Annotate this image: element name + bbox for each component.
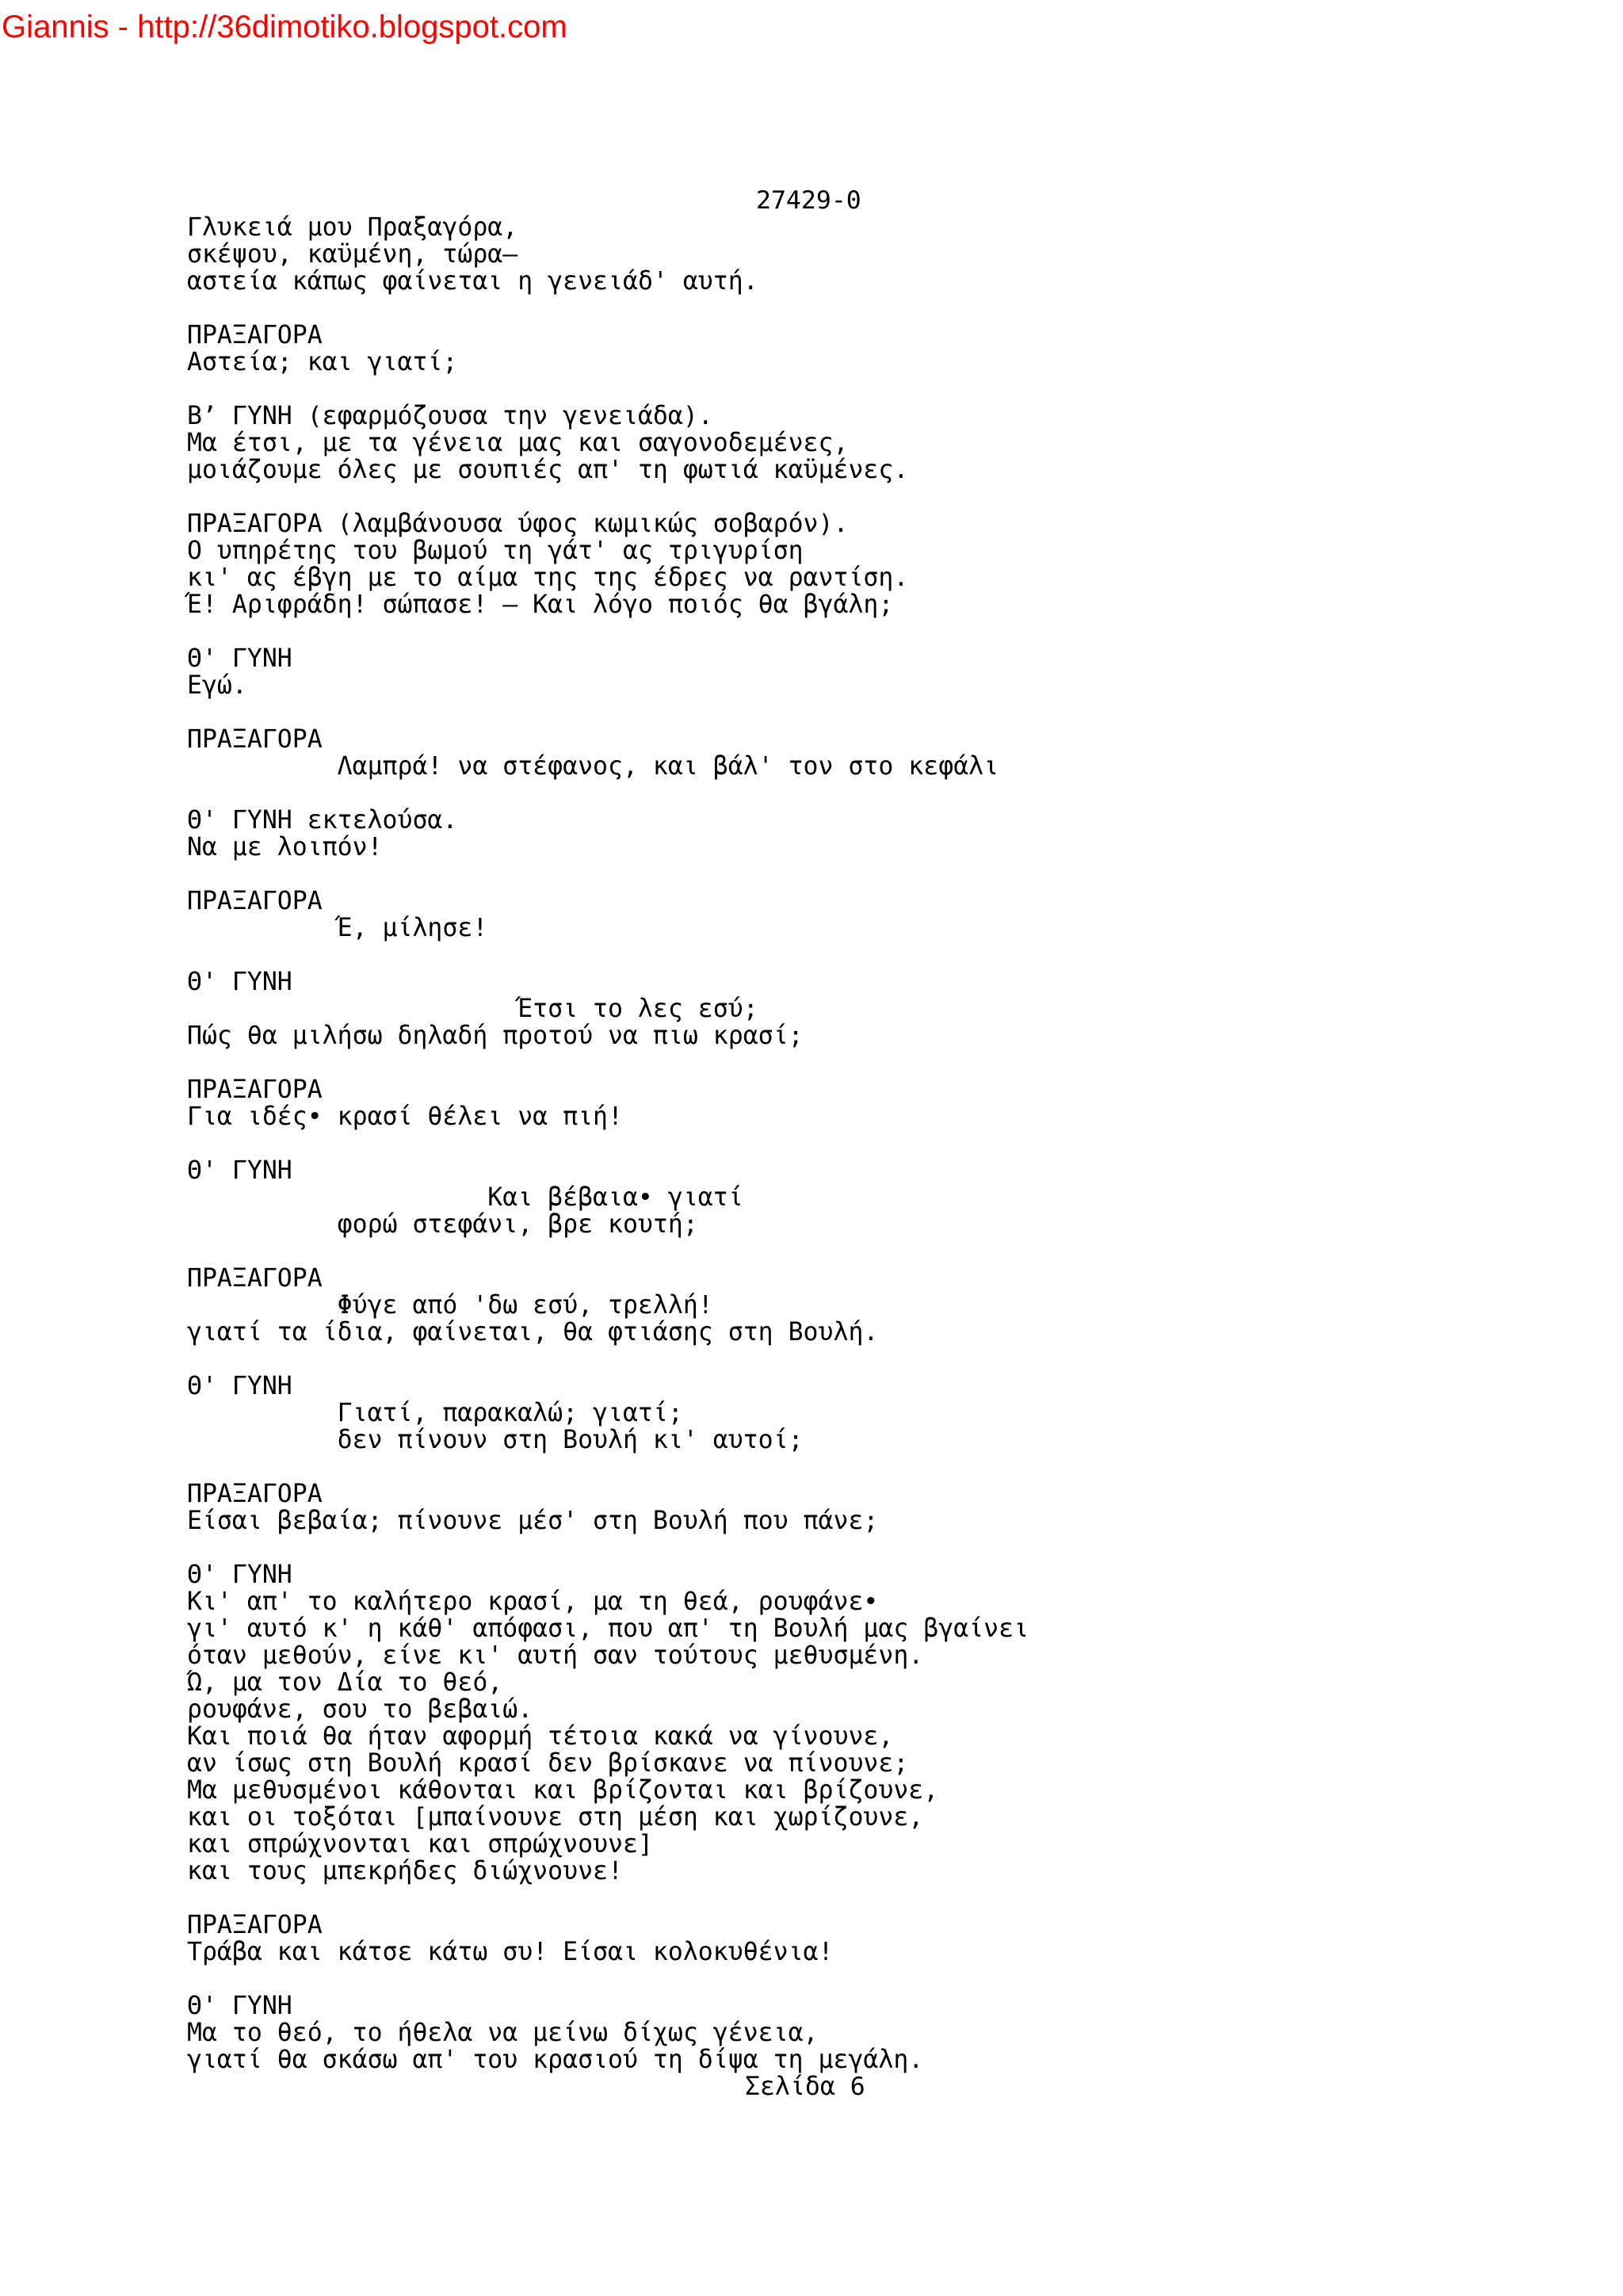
verse-line: Έ! Αριφράδη! σώπασε! — Και λόγο ποιός θα βγάλη; <box>187 590 894 619</box>
verse-line: Κι' απ' το καλήτερο κρασί, μα τη θεά, ρουφάνε• <box>187 1587 879 1616</box>
blank-line <box>187 942 1471 968</box>
speaker-line: ΠΡΑΞΑΓΟΡΑ <box>187 1264 323 1293</box>
verse-line: Αστεία; και γιατί; <box>187 348 458 376</box>
verse-line: Μα το θεό, το ήθελα να μείνω δίχως γένεια, <box>187 2019 819 2047</box>
speaker-line: Θ' ΓΥΝΗ <box>187 1156 292 1185</box>
document-body <box>187 214 1471 2073</box>
document-page <box>187 187 1471 2100</box>
verse-line: γι' αυτό κ' η κάθ' απόφασι, που απ' τη Βουλή μας βγαίνει <box>187 1614 1029 1643</box>
verse-line: Έτσι το λες εσύ; <box>517 995 758 1023</box>
blank-line <box>187 1454 1471 1480</box>
speaker-line: Θ' ΓΥΝΗ <box>187 1561 292 1589</box>
verse-line: αν ίσως στη Βουλή κρασί δεν βρίσκανε να πίνουνε; <box>187 1749 909 1778</box>
verse-line: Μα μεθυσμένοι κάθονται και βρίζονται και βρίζουνε, <box>187 1776 939 1805</box>
speaker-line: ΠΡΑΞΑΓΟΡΑ <box>187 887 323 915</box>
speaker-line: ΠΡΑΞΑΓΟΡΑ <box>187 1911 323 1939</box>
speaker-line: Θ' ΓΥΝΗ <box>187 1992 292 2020</box>
blank-line <box>187 1885 1471 1912</box>
verse-line: Για ιδές• κρασί θέλει να πιή! <box>187 1102 623 1131</box>
verse-line: όταν μεθούν, είνε κι' αυτή σαν τούτους μεθυσμένη. <box>187 1641 924 1670</box>
speaker-line: ΠΡΑΞΑΓΟΡΑ (λαμβάνουσα ύφος κωμικώς σοβαρόν). <box>187 510 849 538</box>
speaker-line: Θ' ΓΥΝΗ <box>187 1372 292 1400</box>
blank-line <box>187 483 1471 510</box>
verse-line: Γλυκειά μου Πραξαγόρα, <box>187 213 518 242</box>
verse-line: και τους μπεκρήδες διώχνουνε! <box>187 1857 623 1885</box>
verse-line: Τράβα και κάτσε κάτω συ! Είσαι κολοκυθένια! <box>187 1938 834 1966</box>
blank-line <box>187 1130 1471 1157</box>
speaker-line: Β’ ΓΥΝΗ (εφαρμόζουσα την γενειάδα). <box>187 402 713 430</box>
page-footer: Σελίδα 6 <box>745 2073 865 2101</box>
speaker-line: ΠΡΑΞΑΓΟΡΑ <box>187 725 323 754</box>
verse-line: γιατί θα σκάσω απ' του κρασιού τη δίψα τη μεγάλη. <box>187 2046 924 2074</box>
blank-line <box>187 1346 1471 1373</box>
verse-line: Και βέβαια• γιατί <box>487 1183 743 1212</box>
verse-line: Να με λοιπόν! <box>187 833 383 861</box>
speaker-line: Θ' ΓΥΝΗ εκτελούσα. <box>187 806 458 835</box>
speaker-line: Θ' ΓΥΝΗ <box>187 644 292 673</box>
verse-line: Μα έτσι, με τα γένεια μας και σαγονοδεμένες, <box>187 429 849 457</box>
blank-line <box>187 1966 1471 1992</box>
blank-line <box>187 699 1471 726</box>
verse-line: ρουφάνε, σου το βεβαιώ. <box>187 1695 533 1724</box>
verse-line: φορώ στεφάνι, βρε κουτή; <box>337 1210 698 1239</box>
speaker-line: ΠΡΑΞΑΓΟΡΑ <box>187 321 323 350</box>
verse-line: Φύγε από 'δω εσύ, τρελλή! <box>337 1291 713 1320</box>
blank-line <box>187 1049 1471 1076</box>
verse-line: αστεία κάπως φαίνεται η γενειάδ' αυτή. <box>187 267 758 296</box>
watermark-link[interactable]: Giannis - http://36dimotiko.blogspot.com <box>2 10 567 44</box>
verse-line: και οι τοξόται [μπαίνουνε στη μέση και χωρίζουνε, <box>187 1803 924 1832</box>
speaker-line: Θ' ΓΥΝΗ <box>187 968 292 996</box>
blank-line <box>187 376 1471 403</box>
blank-line <box>187 1534 1471 1561</box>
verse-line: Έ, μίλησε! <box>337 914 488 942</box>
verse-line: Και ποιά θα ήταν αφορμή τέτοια κακά να γίνουνε, <box>187 1722 894 1751</box>
blank-line <box>187 618 1471 645</box>
blank-line <box>187 1238 1471 1265</box>
verse-line: μοιάζουμε όλες με σουπιές απ' τη φωτιά καϋμένες. <box>187 456 909 484</box>
verse-line: και σπρώχνονται και σπρώχνουνε] <box>187 1830 653 1859</box>
speaker-line: ΠΡΑΞΑΓΟΡΑ <box>187 1480 323 1508</box>
verse-line: Πώς θα μιλήσω δηλαδή προτού να πιω κρασί; <box>187 1022 804 1050</box>
blank-line <box>187 295 1471 322</box>
verse-line: κι' ας έβγη με το αίμα της της έδρες να ραντίση. <box>187 563 909 592</box>
verse-line: δεν πίνουν στη Βουλή κι' αυτοί; <box>337 1426 804 1454</box>
verse-line: Ο υπηρέτης του βωμού τη γάτ' ας τριγυρίση <box>187 537 804 565</box>
verse-line: Γιατί, παρακαλώ; γιατί; <box>337 1399 683 1427</box>
verse-line: γιατί τα ίδια, φαίνεται, θα φτιάσης στη Βουλή. <box>187 1318 879 1347</box>
verse-line: σκέψου, καϋμένη, τώρα— <box>187 240 518 269</box>
verse-line: Λαμπρά! να στέφανος, και βάλ' τον στο κεφάλι <box>337 752 999 781</box>
verse-line: Εγώ. <box>187 671 247 700</box>
speaker-line: ΠΡΑΞΑΓΟΡΑ <box>187 1075 323 1104</box>
document-code: 27429-0 <box>756 186 861 215</box>
verse-line: Ώ, μα τον Δία το θεό, <box>187 1668 503 1697</box>
verse-line: Είσαι βεβαία; πίνουνε μέσ' στη Βουλή που πάνε; <box>187 1507 879 1535</box>
blank-line <box>187 780 1471 807</box>
blank-line <box>187 861 1471 888</box>
